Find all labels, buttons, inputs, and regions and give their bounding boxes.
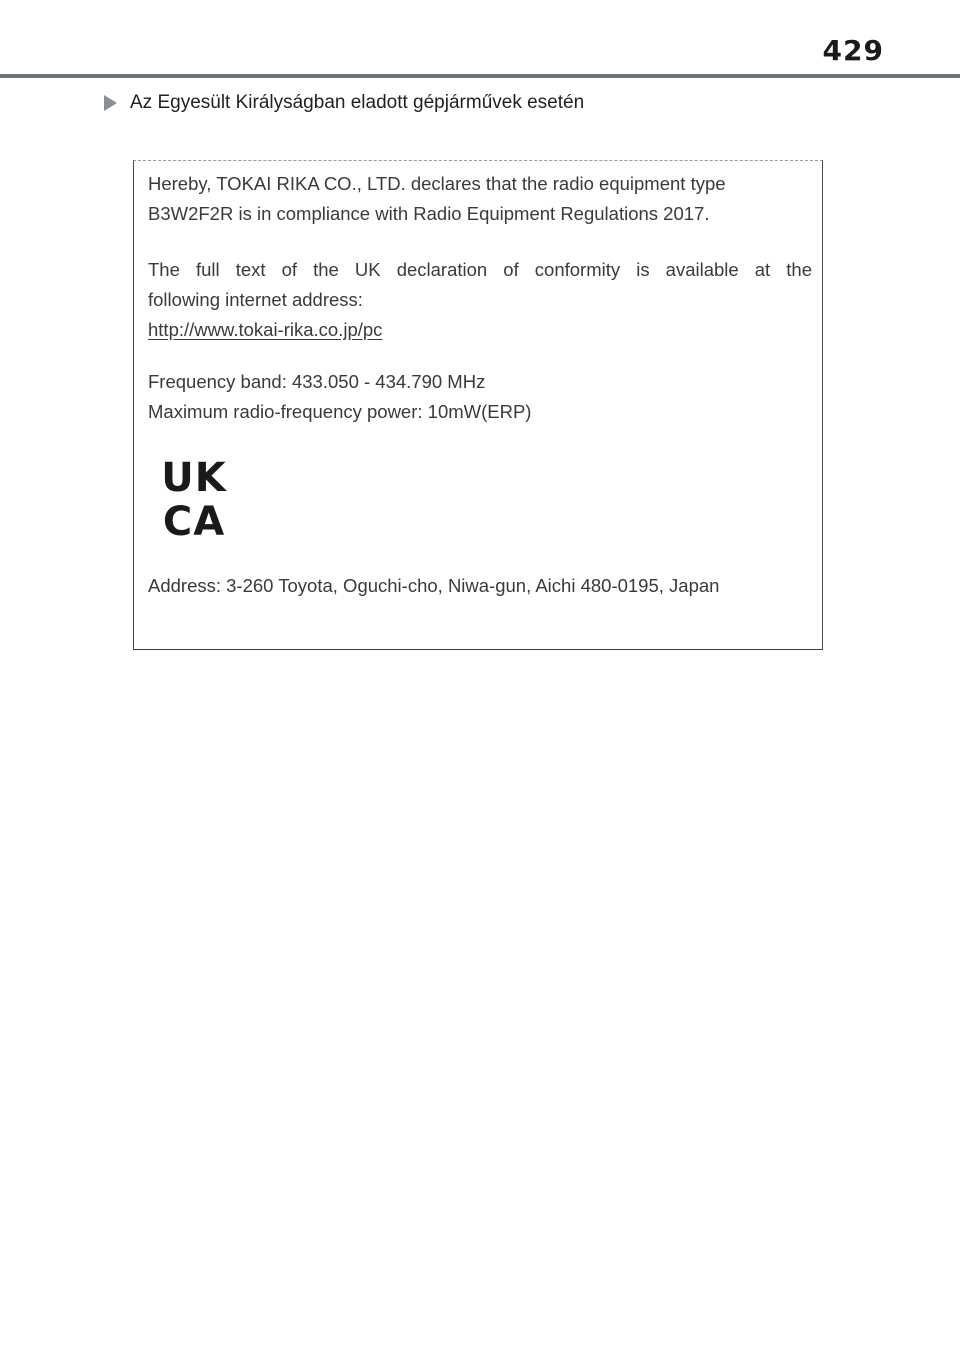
- declaration-line-2: B3W2F2R is in compliance with Radio Equipment Regulations 2017.: [148, 203, 710, 224]
- radio-specs: [148, 367, 812, 427]
- section-heading-text: Az Egyesült Királyságban eladott gépjárművek esetén: [130, 92, 585, 113]
- conformity-url-link[interactable]: http://www.tokai-rika.co.jp/pc: [148, 319, 383, 340]
- ukca-mark-top: UK: [161, 455, 227, 501]
- address-text: Address: 3-260 Toyota, Oguchi-cho, Niwa-gun, Aichi 480-0195, Japan: [148, 575, 720, 596]
- section-heading: [104, 92, 584, 114]
- conformity-line-1: The full text of the UK declaration of conformity is available at the: [148, 259, 812, 280]
- ukca-mark-bottom: CA: [162, 499, 226, 539]
- triangle-bullet-icon: [104, 95, 117, 111]
- conformity-line-2: following internet address:: [148, 289, 363, 310]
- conformity-paragraph: [148, 255, 812, 345]
- frequency-band-text: Frequency band: 433.050 - 434.790 MHz: [148, 371, 486, 392]
- uk-declaration-label: [133, 160, 823, 650]
- header-rule: [0, 74, 960, 78]
- page-number: 429: [822, 34, 884, 67]
- max-power-text: Maximum radio-frequency power: 10mW(ERP): [148, 401, 532, 422]
- declaration-paragraph: [148, 169, 812, 229]
- ukca-mark-icon: [154, 455, 234, 539]
- declaration-line-1: Hereby, TOKAI RIKA CO., LTD. declares that the radio equipment type: [148, 173, 726, 194]
